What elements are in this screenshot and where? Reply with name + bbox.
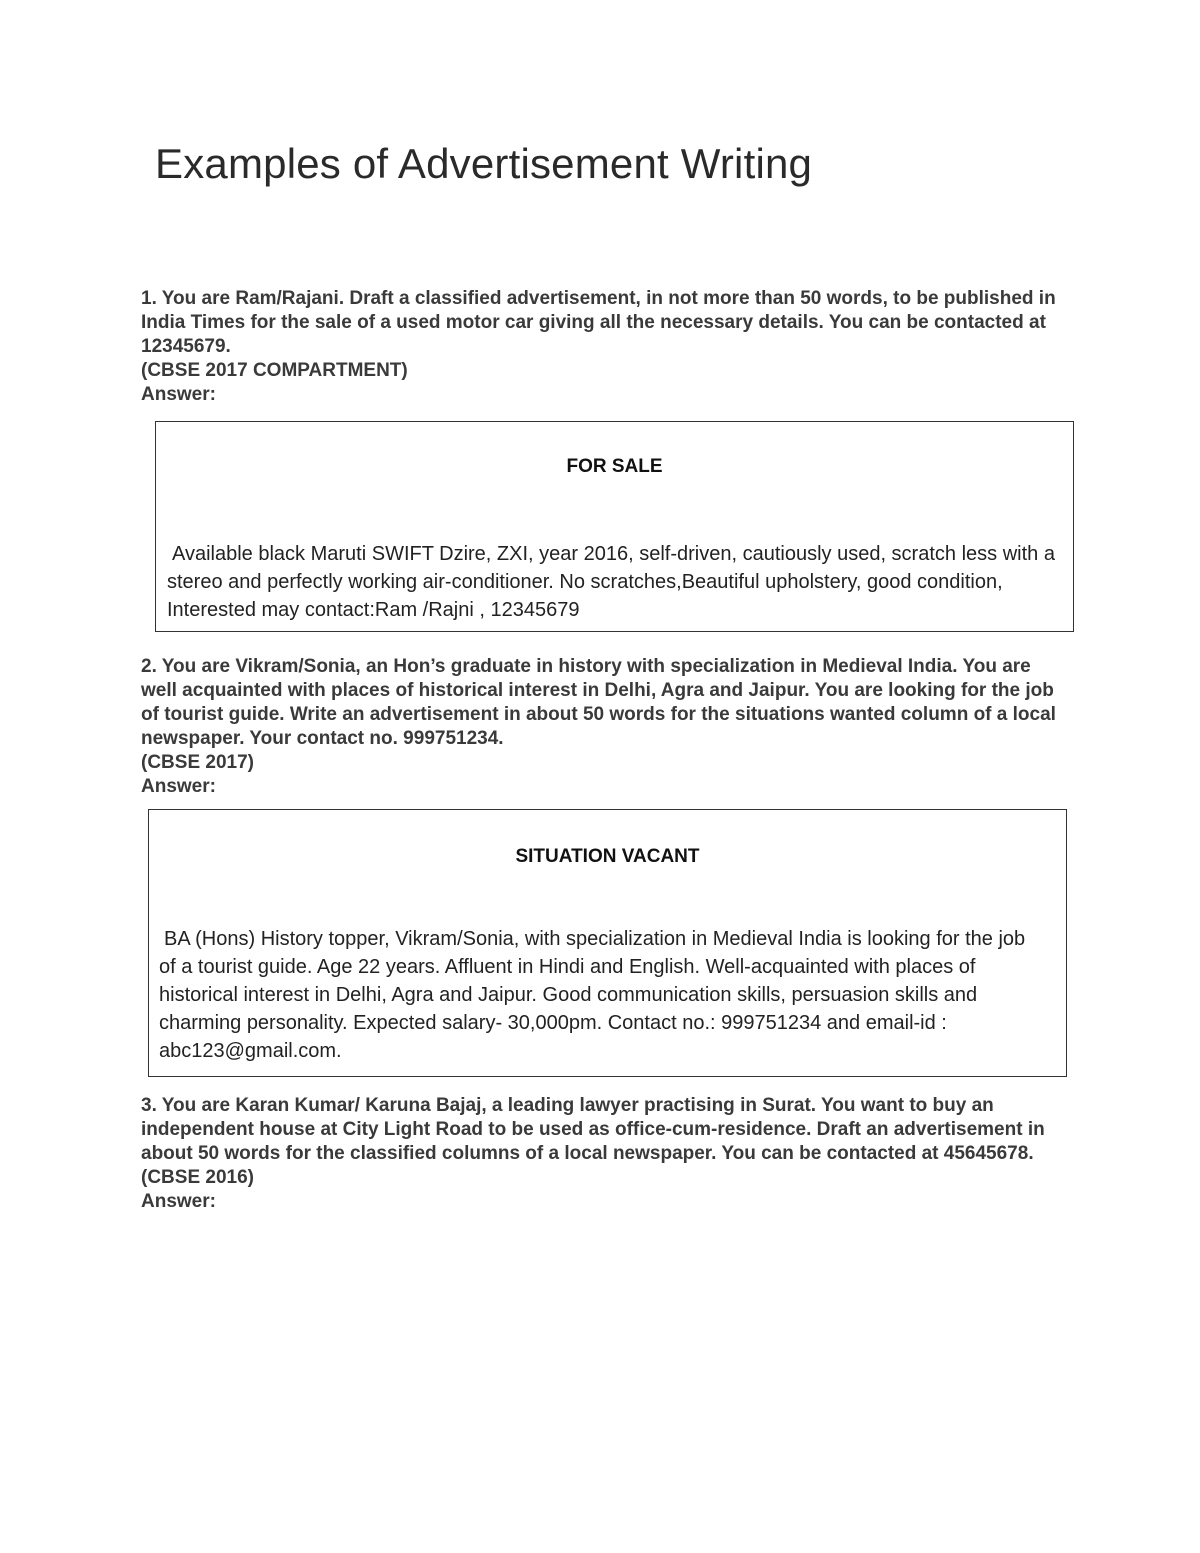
page-title: Examples of Advertisement Writing — [155, 140, 813, 187]
answer-box-2 — [148, 809, 1067, 1077]
question-2 — [141, 655, 1071, 799]
question-3-answer-label: Answer: — [141, 1191, 216, 1212]
question-1 — [141, 287, 1071, 407]
question-3-prompt: 3. You are Karan Kumar/ Karuna Bajaj, a leading lawyer practising in Surat. You want to buy an independent house at City Light Road to be used as office-cum-residence. Draft an advertisement in about 50 words for the classified columns of a local newspaper. You can be contacted at 45645678. — [141, 1095, 1045, 1164]
ad-heading-for-sale: FOR SALE — [566, 456, 663, 477]
ad-body-for-sale: Available black Maruti SWIFT Dzire, ZXI, year 2016, self-driven, cautiously used, scratch less with a stereo and perfectly working air-conditioner. No scratches,Beautiful upholstery, good condition, Interested may contact:Ram /Rajni , 12345679 — [167, 543, 1055, 621]
question-3 — [141, 1094, 1071, 1214]
question-2-source: (CBSE 2017) — [141, 752, 254, 773]
question-1-source: (CBSE 2017 COMPARTMENT) — [141, 360, 408, 381]
question-3-source: (CBSE 2016) — [141, 1167, 254, 1188]
question-2-prompt: 2. You are Vikram/Sonia, an Hon’s graduate in history with specialization in Medieval India. You are well acquainted with places of historical interest in Delhi, Agra and Jaipur. You are looking for the job of tourist guide. Write an advertisement in about 50 words for the situations wanted column of a local newspaper. Your contact no. 999751234. — [141, 656, 1056, 749]
answer-box-1 — [155, 421, 1074, 632]
question-1-answer-label: Answer: — [141, 384, 216, 405]
question-1-prompt: 1. You are Ram/Rajani. Draft a classified advertisement, in not more than 50 words, to be published in India Times for the sale of a used motor car giving all the necessary details. You can be contacted at 12345679. — [141, 288, 1056, 357]
ad-body-situation-vacant: BA (Hons) History topper, Vikram/Sonia, with specialization in Medieval India is looking for the job of a tourist guide. Age 22 years. Affluent in Hindi and English. Well-acquainted with places of historical interest in Delhi, Agra and Jaipur. Good communication skills, persuasion skills and charming personality. Expected salary- 30,000pm. Contact no.: 999751234 and email-id : abc123@gmail.com. — [159, 928, 1026, 1062]
ad-heading-situation-vacant: SITUATION VACANT — [515, 846, 700, 867]
question-2-answer-label: Answer: — [141, 776, 216, 797]
